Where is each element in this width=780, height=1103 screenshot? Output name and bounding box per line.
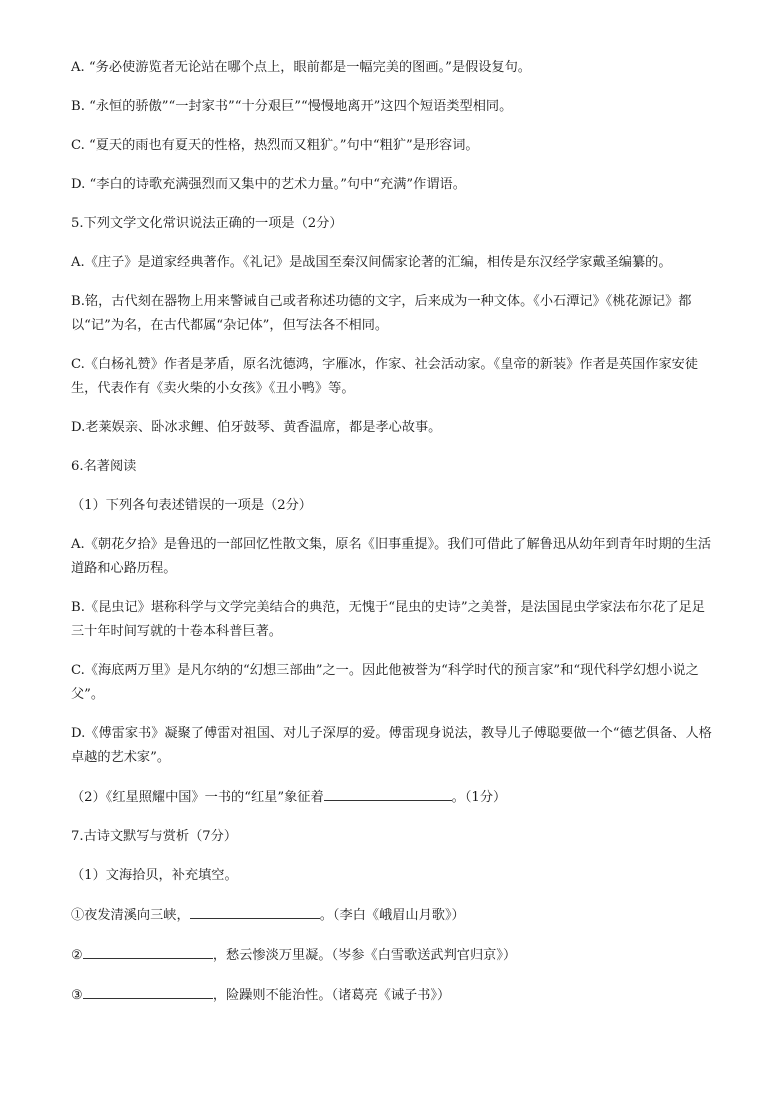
q6-sub1: （1）下列各句表述错误的一项是（2分） [71, 498, 312, 513]
q7-sub1: （1）文海拾贝，补充填空。 [71, 868, 238, 883]
q6-sub2 [71, 785, 716, 810]
q7-line1-after: 。（李白《峨眉山月歌》） [319, 908, 465, 923]
q7-line2-before: ② [71, 948, 83, 963]
answer-blank[interactable] [190, 903, 320, 919]
q7-line3-before: ③ [71, 988, 83, 1003]
q6-sub2-before: （2）《红星照耀中国》一书的“红星”象征着 [71, 790, 324, 805]
q7-line1-before: ①夜发清溪向三峡， [71, 908, 190, 923]
q6-sub2-after: 。（1分） [451, 790, 507, 805]
q7-line2-after: ，愁云惨淡万里凝。（岑参《白雪歌送武判官归京》） [212, 948, 517, 963]
q6-option-a: A.《朝花夕拾》是鲁迅的一部回忆性散文集，原名《旧事重提》。我们可借此了解鲁迅从幼年到青年时期的生活道路和心路历程。 [71, 537, 712, 576]
q4-option-d: D. “李白的诗歌充满强烈而又集中的艺术力量。”句中“充满”作谓语。 [71, 177, 466, 192]
q4-option-b: B. “永恒的骄傲”“一封家书”“十分艰巨”“慢慢地离开”这四个短语类型相同。 [71, 99, 513, 114]
q5-option-d: D.老莱娱亲、卧冰求鲤、伯牙鼓琴、黄香温席，都是孝心故事。 [71, 420, 442, 435]
q6-option-d: D.《傅雷家书》凝聚了傅雷对祖国、对儿子深厚的爱。傅雷现身说法，教导儿子傅聪要做一个“德艺俱备、人格卓越的艺术家”。 [71, 726, 712, 765]
q5-option-a: A.《庄子》是道家经典著作。《礼记》是战国至秦汉间儒家论著的汇编，相传是东汉经学家戴圣编纂的。 [71, 255, 672, 270]
answer-blank[interactable] [324, 785, 452, 801]
q7-line1 [71, 903, 716, 928]
exam-page [71, 56, 716, 1023]
q7-line3 [71, 983, 716, 1008]
answer-blank[interactable] [83, 943, 213, 959]
q7-line3-after: ，险躁则不能治性。（诸葛亮《诫子书》） [212, 988, 451, 1003]
q7-line2 [71, 943, 716, 968]
q4-option-c: C. “夏天的雨也有夏天的性格，热烈而又粗犷。”句中“粗犷”是形容词。 [71, 138, 479, 153]
q5-option-b: B.铭，古代刻在器物上用来警诫自己或者称述功德的文字，后来成为一种文体。《小石潭记》《桃花源记》都以“记”为名，在古代都属“杂记体”，但写法各不相同。 [71, 294, 692, 333]
q4-option-a: A. “务必使游览者无论站在哪个点上，眼前都是一幅完美的图画。”是假设复句。 [71, 60, 531, 75]
q5-option-c: C.《白杨礼赞》作者是茅盾，原名沈德鸿，字雁冰，作家、社会活动家。《皇帝的新装》作者是英国作家安徒生，代表作有《卖火柴的小女孩》《丑小鸭》等。 [71, 357, 699, 396]
q6-heading: 6.名著阅读 [71, 459, 137, 474]
q5-stem: 5.下列文学文化常识说法正确的一项是（2分） [71, 216, 343, 231]
q6-option-c: C.《海底两万里》是凡尔纳的“幻想三部曲”之一。因此他被誉为“科学时代的预言家”和“现代科学幻想小说之父”。 [71, 663, 699, 702]
answer-blank[interactable] [83, 983, 213, 999]
q7-heading: 7.古诗文默写与赏析（7分） [71, 829, 238, 844]
q6-option-b: B.《昆虫记》堪称科学与文学完美结合的典范，无愧于“昆虫的史诗”之美誉，是法国昆虫学家法布尔花了足足三十年时间写就的十卷本科普巨著。 [71, 600, 705, 639]
